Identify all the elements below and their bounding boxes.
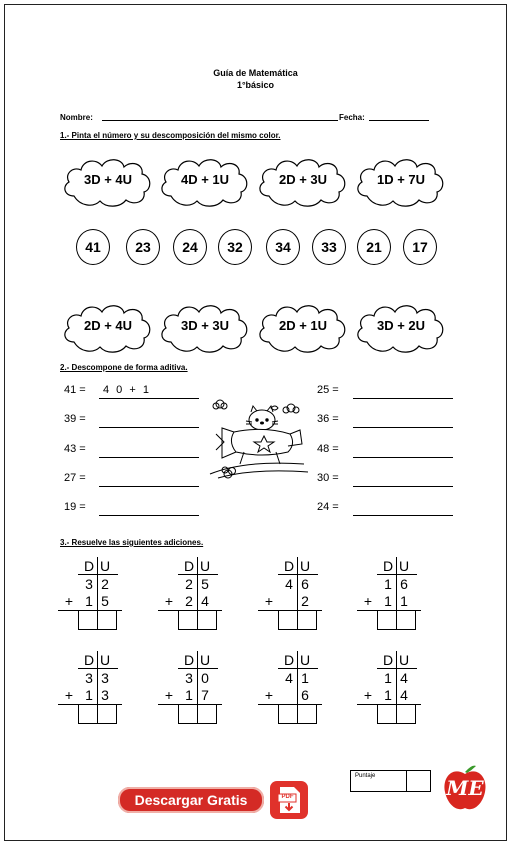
puntaje-divider [406, 771, 407, 791]
addition-first-units: 0 [201, 670, 209, 686]
addition-header-units: U [199, 652, 211, 668]
answer-box-units[interactable] [97, 610, 117, 630]
cloud-top-4[interactable] [353, 152, 449, 208]
number-circle[interactable]: 32 [218, 229, 252, 265]
addition-second-units: 2 [301, 593, 309, 609]
answer-box-units[interactable] [396, 704, 416, 724]
addition-header-units: U [398, 652, 410, 668]
number-circle[interactable]: 17 [403, 229, 437, 265]
decompose-answer-line[interactable] [99, 457, 199, 458]
header-underline [278, 668, 318, 669]
decompose-answer-text: 4 0 + 1 [103, 384, 151, 396]
addition-header-tens: D [283, 558, 295, 574]
addition-plus-sign: + [64, 593, 74, 609]
cloud-top-3[interactable] [255, 152, 351, 208]
number-circle[interactable]: 33 [312, 229, 346, 265]
fecha-line[interactable] [369, 120, 429, 121]
nombre-label: Nombre: [60, 113, 93, 122]
cloud-expression: 1D + 7U [376, 172, 426, 187]
answer-box-units[interactable] [396, 610, 416, 630]
addition-header-tens: D [83, 558, 95, 574]
cloud-top-1[interactable] [60, 152, 156, 208]
logo-apple [440, 762, 490, 814]
addition-first-units: 6 [301, 576, 309, 592]
addition-first-units: 3 [101, 670, 109, 686]
cloud-bottom-2[interactable] [157, 298, 253, 354]
section-3-title: 3.- Resuelve las siguientes adiciones. [60, 538, 204, 547]
addition-plus-sign: + [64, 687, 74, 703]
header-underline [278, 574, 318, 575]
addition-first-units: 1 [301, 670, 309, 686]
addition-header-tens: D [382, 558, 394, 574]
addition-header-units: U [299, 558, 311, 574]
addition-first-units: 5 [201, 576, 209, 592]
addition-header-tens: D [183, 558, 195, 574]
addition-first-tens: 4 [285, 670, 293, 686]
cloud-expression: 4D + 1U [180, 172, 230, 187]
decompose-number-label: 41 = [64, 384, 86, 396]
addition-plus-sign: + [363, 687, 373, 703]
addition-header-tens: D [83, 652, 95, 668]
pdf-file-icon [270, 781, 308, 819]
addition-problem [158, 557, 238, 631]
answer-box-tens[interactable] [178, 610, 198, 630]
addition-problem [258, 651, 338, 725]
section-1-title: 1.- Pinta el número y su descomposición del mismo color. [60, 131, 281, 140]
addition-second-units: 6 [301, 687, 309, 703]
nombre-line[interactable] [102, 120, 338, 121]
answer-box-units[interactable] [297, 610, 317, 630]
decompose-number-label: 43 = [64, 443, 86, 455]
addition-first-tens: 2 [185, 576, 193, 592]
addition-header-tens: D [183, 652, 195, 668]
addition-problem [357, 651, 437, 725]
cloud-expression: 3D + 2U [376, 318, 426, 333]
decompose-answer-line[interactable] [353, 515, 453, 516]
answer-box-units[interactable] [197, 610, 217, 630]
addition-second-units: 4 [400, 687, 408, 703]
addition-header-units: U [199, 558, 211, 574]
cloud-expression: 2D + 1U [278, 318, 328, 333]
cloud-expression: 3D + 4U [83, 172, 133, 187]
decompose-answer-line[interactable] [99, 427, 199, 428]
answer-box-tens[interactable] [178, 704, 198, 724]
decompose-number-label: 30 = [317, 472, 339, 484]
addition-first-units: 4 [400, 670, 408, 686]
decompose-answer-line[interactable] [99, 486, 199, 487]
cloud-expression: 3D + 3U [180, 318, 230, 333]
decompose-answer-line[interactable] [353, 486, 453, 487]
puntaje-box [350, 770, 431, 792]
worksheet-title: Guía de Matemática [213, 68, 298, 78]
number-circle[interactable]: 34 [266, 229, 300, 265]
addition-header-units: U [299, 652, 311, 668]
addition-plus-sign: + [164, 687, 174, 703]
decompose-number-label: 39 = [64, 413, 86, 425]
addition-plus-sign: + [264, 687, 274, 703]
decompose-answer-line[interactable] [353, 457, 453, 458]
pdf-download-icon[interactable] [270, 781, 308, 819]
addition-second-tens: 1 [384, 593, 392, 609]
header-underline [78, 574, 118, 575]
header-underline [377, 668, 417, 669]
header-underline [78, 668, 118, 669]
answer-box-tens[interactable] [278, 704, 298, 724]
addition-first-tens: 3 [185, 670, 193, 686]
decompose-number-label: 27 = [64, 472, 86, 484]
number-circle[interactable]: 23 [126, 229, 160, 265]
answer-box-tens[interactable] [377, 704, 397, 724]
decompose-number-label: 19 = [64, 501, 86, 513]
addition-plus-sign: + [264, 593, 274, 609]
cloud-expression: 2D + 3U [278, 172, 328, 187]
decompose-answer-line[interactable] [353, 427, 453, 428]
answer-box-units[interactable] [297, 704, 317, 724]
addition-header-tens: D [382, 652, 394, 668]
cloud-top-2[interactable] [157, 152, 253, 208]
download-free-button[interactable]: Descargar Gratis [118, 787, 264, 813]
addition-second-units: 7 [201, 687, 209, 703]
cloud-bottom-4[interactable] [353, 298, 449, 354]
addition-first-tens: 1 [384, 670, 392, 686]
worksheet-grade: 1°básico [236, 80, 275, 90]
addition-header-units: U [398, 558, 410, 574]
addition-first-tens: 3 [85, 670, 93, 686]
number-circle[interactable]: 41 [76, 229, 110, 265]
logo-text: ME [446, 776, 484, 800]
addition-first-units: 6 [400, 576, 408, 592]
decompose-answer-line[interactable] [99, 398, 199, 399]
addition-header-units: U [99, 652, 111, 668]
answer-box-tens[interactable] [377, 610, 397, 630]
decompose-answer-line[interactable] [353, 398, 453, 399]
header-underline [377, 574, 417, 575]
pdf-label: PDF [281, 794, 294, 800]
addition-first-tens: 1 [384, 576, 392, 592]
addition-second-tens: 1 [384, 687, 392, 703]
cloud-bottom-1[interactable] [60, 298, 156, 354]
decompose-number-label: 25 = [317, 384, 339, 396]
addition-second-units: 4 [201, 593, 209, 609]
answer-box-tens[interactable] [278, 610, 298, 630]
addition-problem [58, 651, 138, 725]
addition-problem [58, 557, 138, 631]
number-circle[interactable]: 21 [357, 229, 391, 265]
answer-box-tens[interactable] [78, 610, 98, 630]
addition-first-tens: 3 [85, 576, 93, 592]
addition-second-tens: 1 [185, 687, 193, 703]
addition-plus-sign: + [363, 593, 373, 609]
addition-problem [258, 557, 338, 631]
cloud-bottom-3[interactable] [255, 298, 351, 354]
cloud-expression: 2D + 4U [83, 318, 133, 333]
addition-plus-sign: + [164, 593, 174, 609]
answer-box-units[interactable] [97, 704, 117, 724]
addition-second-tens: 2 [185, 593, 193, 609]
puntaje-label: Puntaje [355, 773, 376, 779]
decompose-answer-line[interactable] [99, 515, 199, 516]
answer-box-tens[interactable] [78, 704, 98, 724]
decompose-number-label: 48 = [317, 443, 339, 455]
addition-second-tens: 1 [85, 593, 93, 609]
addition-second-units: 5 [101, 593, 109, 609]
addition-header-units: U [99, 558, 111, 574]
addition-second-units: 1 [400, 593, 408, 609]
addition-problem [357, 557, 437, 631]
addition-header-tens: D [283, 652, 295, 668]
section-2-title: 2.- Descompone de forma aditiva. [60, 363, 188, 372]
addition-first-tens: 4 [285, 576, 293, 592]
addition-first-units: 2 [101, 576, 109, 592]
addition-problem [158, 651, 238, 725]
answer-box-units[interactable] [197, 704, 217, 724]
kitty-airplane-illustration [204, 394, 312, 490]
number-circle[interactable]: 24 [173, 229, 207, 265]
fecha-label: Fecha: [339, 113, 365, 122]
addition-second-units: 3 [101, 687, 109, 703]
header-underline [178, 668, 218, 669]
decompose-number-label: 36 = [317, 413, 339, 425]
addition-second-tens: 1 [85, 687, 93, 703]
header-underline [178, 574, 218, 575]
decompose-number-label: 24 = [317, 501, 339, 513]
